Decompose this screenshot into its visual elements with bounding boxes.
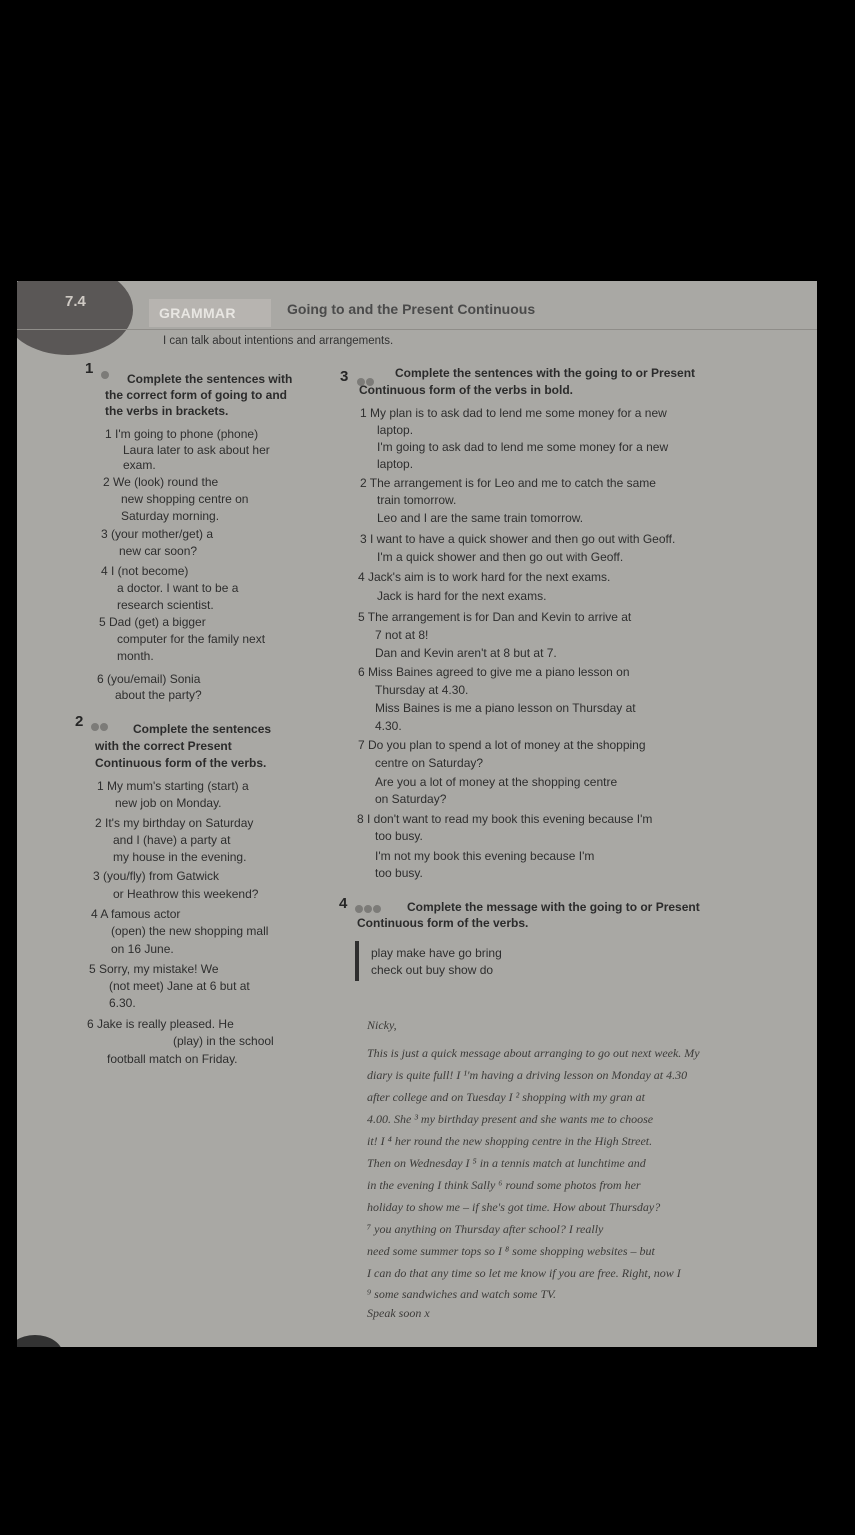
ex3-line: Miss Baines is me a piano lesson on Thursday at xyxy=(375,701,636,715)
ex2-line: 5 Sorry, my mistake! We xyxy=(89,962,219,976)
ex2-line: on 16 June. xyxy=(111,942,174,956)
ex1-line: computer for the family next xyxy=(117,632,266,646)
ex1-line: new car soon? xyxy=(119,544,198,558)
word-box-line: check out buy show do xyxy=(371,963,494,977)
ex3-line: 7 Do you plan to spend a lot of money at the shopping xyxy=(358,738,646,752)
difficulty-dots-2 xyxy=(91,719,109,735)
difficulty-dot-icon xyxy=(91,723,99,731)
ex3-line: Leo and I are the same train tomorrow. xyxy=(377,511,584,525)
ex3-line: 5 The arrangement is for Dan and Kevin to arrive at xyxy=(358,610,632,624)
exercise-4-instruction-line: Complete the message with the going to or Present xyxy=(407,900,700,914)
exercise-2-instruction-line: with the correct Present xyxy=(95,739,232,753)
ex2-line: new job on Monday. xyxy=(115,796,222,810)
ex2-line: (open) the new shopping mall xyxy=(111,924,269,938)
ex3-line: centre on Saturday? xyxy=(375,756,484,770)
ex1-line: month. xyxy=(117,649,154,663)
message-line: Then on Wednesday I ⁵ in a tennis match at lunchtime and xyxy=(367,1156,646,1170)
exercise-1-instruction-line: Complete the sentences with xyxy=(127,372,293,386)
exercise-1-number: 1 xyxy=(85,360,94,377)
ex3-line: laptop. xyxy=(377,457,414,471)
ex1-line: 4 I (not become) xyxy=(101,564,189,578)
ex2-line: and I (have) a party at xyxy=(113,833,231,847)
page-title: Going to and the Present Continuous xyxy=(287,301,536,317)
exercise-4-instruction-line: Continuous form of the verbs. xyxy=(357,916,529,930)
ex3-line: I'm a quick shower and then go out with Geoff. xyxy=(377,550,624,564)
message-line: This is just a quick message about arranging to go out next week. My xyxy=(367,1046,700,1060)
word-box-line: play make have go bring xyxy=(371,946,502,960)
ex1-line: 3 (your mother/get) a xyxy=(101,527,214,541)
message-line: it! I ⁴ her round the new shopping centre in the High Street. xyxy=(367,1134,653,1148)
difficulty-dot-icon xyxy=(355,905,363,913)
difficulty-dot-icon xyxy=(101,371,109,379)
ex1-line: Laura later to ask about her xyxy=(123,443,270,457)
ex3-line: 6 Miss Baines agreed to give me a piano lesson on xyxy=(358,665,630,679)
message-line: need some summer tops so I ⁸ some shopping websites – but xyxy=(367,1244,655,1258)
ex2-line: football match on Friday. xyxy=(107,1052,238,1066)
ex2-line: or Heathrow this weekend? xyxy=(113,887,259,901)
message-line: I can do that any time so let me know if you are free. Right, now I xyxy=(367,1266,681,1280)
exercise-3-number: 3 xyxy=(340,368,349,385)
ex1-line: a doctor. I want to be a xyxy=(117,581,239,595)
exercise-2-number: 2 xyxy=(75,713,84,730)
difficulty-dot-icon xyxy=(373,905,381,913)
ex3-line: laptop. xyxy=(377,423,414,437)
ex2-line: 1 My mum's starting (start) a xyxy=(97,779,249,793)
message-signoff: Speak soon x xyxy=(367,1306,430,1320)
exercise-3-instruction-line: Complete the sentences with the going to or Present xyxy=(395,366,696,380)
message-line: 4.00. She ³ my birthday present and she wants me to choose xyxy=(367,1112,654,1126)
header-divider xyxy=(17,329,817,330)
ex1-line: 1 I'm going to phone (phone) xyxy=(105,427,259,441)
ex2-line: 4 A famous actor xyxy=(91,907,181,921)
message-line: ⁹ some sandwiches and watch some TV. xyxy=(367,1287,556,1301)
ex1-line: research scientist. xyxy=(117,598,214,612)
can-do-statement: I can talk about intentions and arrangements. xyxy=(163,335,394,347)
exercise-1-instruction-line: the verbs in brackets. xyxy=(105,404,229,418)
ex1-line: 5 Dad (get) a bigger xyxy=(99,615,206,629)
message-line: diary is quite full! I ¹'m having a driving lesson on Monday at 4.30 xyxy=(367,1068,688,1082)
difficulty-dot-icon xyxy=(100,723,108,731)
ex2-line: 3 (you/fly) from Gatwick xyxy=(93,869,220,883)
message-greeting: Nicky, xyxy=(367,1018,397,1032)
ex3-line: 3 I want to have a quick shower and then go out with Geoff. xyxy=(360,532,676,546)
ex2-line: 6 Jake is really pleased. He xyxy=(87,1017,234,1031)
ex3-line: Are you a lot of money at the shopping centre xyxy=(375,775,618,789)
ex3-line: Thursday at 4.30. xyxy=(375,683,469,697)
ex1-line: new shopping centre on xyxy=(121,492,249,506)
ex2-line: 6.30. xyxy=(109,996,136,1010)
message-line: holiday to show me – if she's got time. How about Thursday? xyxy=(367,1200,661,1214)
ex3-line: 7 not at 8! xyxy=(375,628,429,642)
ex3-line: 8 I don't want to read my book this evening because I'm xyxy=(357,812,653,826)
ex2-line: (not meet) Jane at 6 but at xyxy=(109,979,250,993)
ex3-line: Dan and Kevin aren't at 8 but at 7. xyxy=(375,646,557,660)
exercise-4-number: 4 xyxy=(339,895,348,912)
ex3-line: 2 The arrangement is for Leo and me to catch the same xyxy=(360,476,656,490)
ex2-line: (play) in the school xyxy=(173,1034,274,1048)
ex3-line: 4 Jack's aim is to work hard for the next exams. xyxy=(358,570,611,584)
exercise-3-instruction-line: Continuous form of the verbs in bold. xyxy=(359,383,573,397)
ex1-line: exam. xyxy=(123,458,156,472)
ex3-line: I'm going to ask dad to lend me some money for a new xyxy=(377,440,669,454)
ex2-line: my house in the evening. xyxy=(113,850,247,864)
difficulty-dots-1 xyxy=(101,367,110,383)
exercise-1-instruction-line: the correct form of going to and xyxy=(105,388,287,402)
ex3-line: Jack is hard for the next exams. xyxy=(377,589,547,603)
message-line: ⁷ you anything on Thursday after school? I really xyxy=(367,1222,604,1236)
ex1-line: 2 We (look) round the xyxy=(103,475,219,489)
exercise-2-instruction-line: Complete the sentences xyxy=(133,722,272,736)
ex3-line: 4.30. xyxy=(375,719,402,733)
ex3-line: I'm not my book this evening because I'm xyxy=(375,849,595,863)
difficulty-dot-icon xyxy=(364,905,372,913)
word-box-bar xyxy=(355,941,359,981)
ex3-line: train tomorrow. xyxy=(377,493,457,507)
page-corner-mark xyxy=(17,1335,63,1347)
workbook-page xyxy=(17,281,817,1347)
ex1-line: about the party? xyxy=(115,688,202,702)
unit-number: 7.4 xyxy=(65,293,86,310)
ex3-line: too busy. xyxy=(375,866,423,880)
ex3-line: on Saturday? xyxy=(375,792,447,806)
section-label: GRAMMAR xyxy=(149,299,271,327)
ex3-line: too busy. xyxy=(375,829,423,843)
message-line: after college and on Tuesday I ² shopping with my gran at xyxy=(367,1090,645,1104)
ex3-line: 1 My plan is to ask dad to lend me some money for a new xyxy=(360,406,667,420)
ex1-line: Saturday morning. xyxy=(121,509,220,523)
message-line: in the evening I think Sally ⁶ round some photos from her xyxy=(367,1178,641,1192)
exercise-2-instruction-line: Continuous form of the verbs. xyxy=(95,756,267,770)
ex2-line: 2 It's my birthday on Saturday xyxy=(95,816,254,830)
ex1-line: 6 (you/email) Sonia xyxy=(97,672,201,686)
